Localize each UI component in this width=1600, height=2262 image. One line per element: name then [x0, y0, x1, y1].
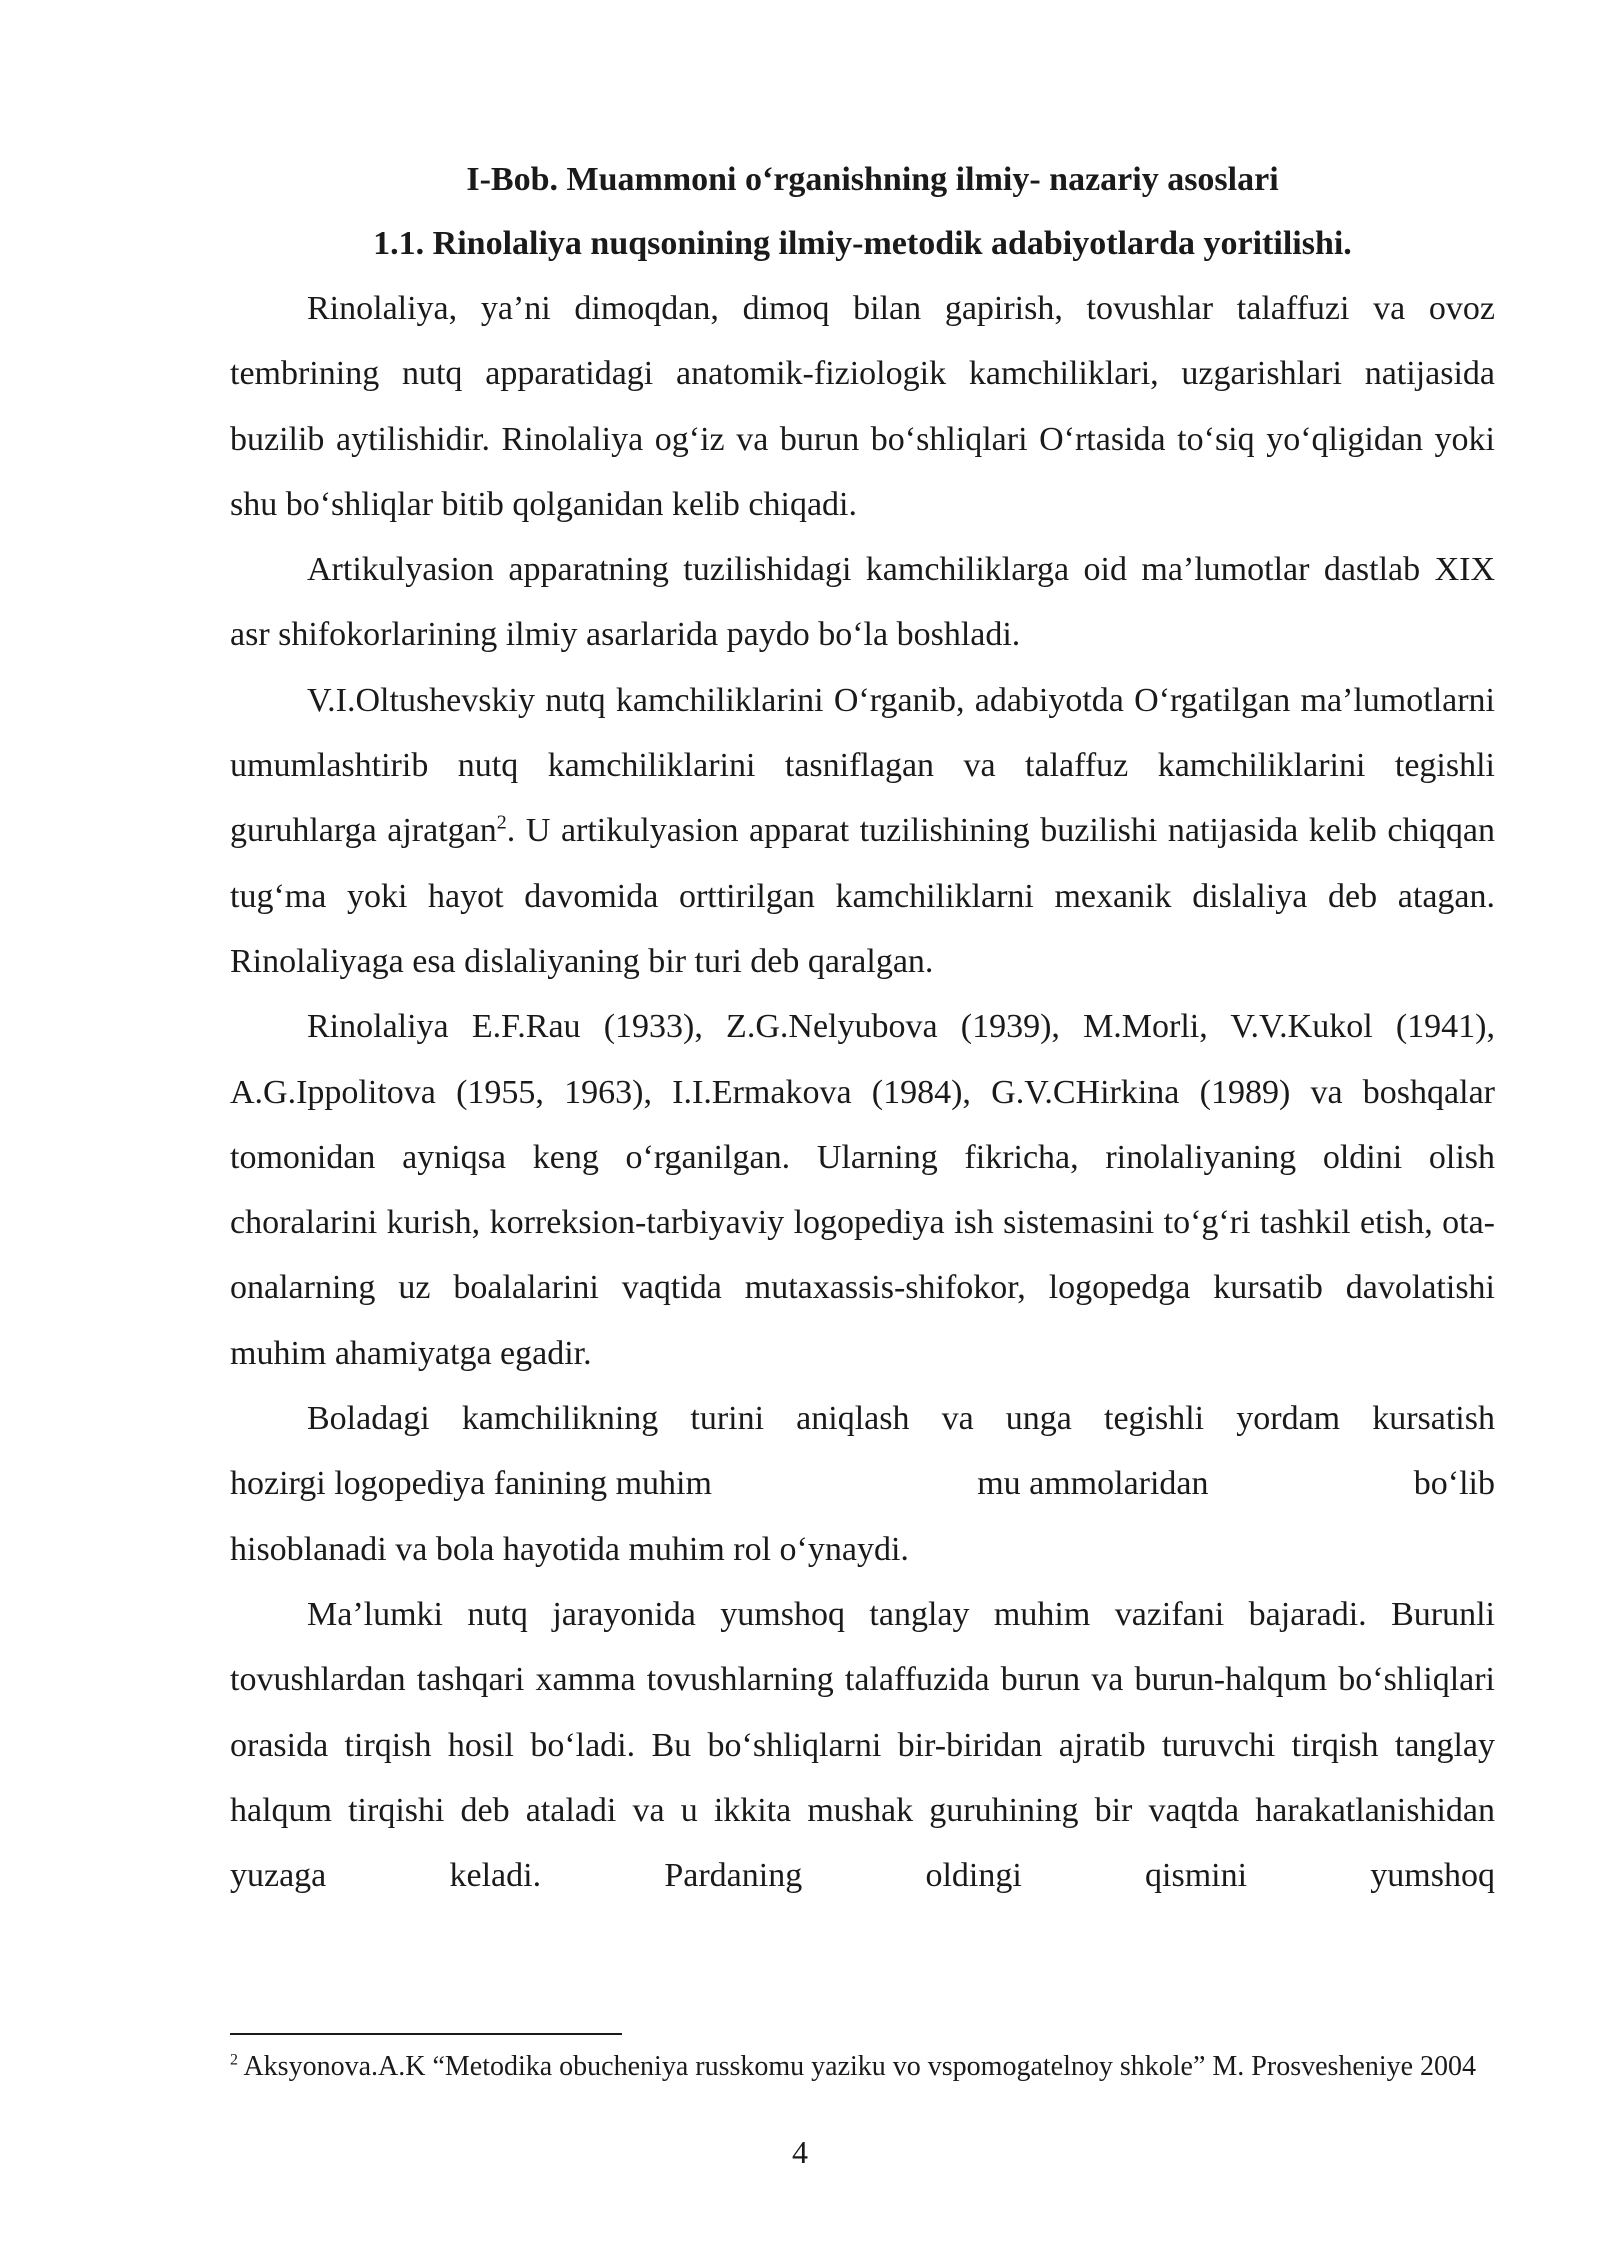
paragraph-5-line-2-part-3: boʻlib	[1413, 1465, 1495, 1503]
paragraph-3-text-after: . U artikulyasion apparat tuzilishining buzilishi natijasida kelib chiqqan tugʻma yoki hayot davomida orttirilgan kamchiliklarni mexanik dislaliya deb atagan. Rinolaliyaga esa dislaliyaning bir turi deb qaralgan.	[230, 812, 1495, 980]
paragraph-5-line-2	[230, 1451, 1495, 1516]
paragraph-5-line-1: Boladagi kamchilikning turini aniqlash va unga tegishli yordam kursatish	[307, 1400, 1495, 1438]
paragraph-2: Artikulyasion apparatning tuzilishidagi kamchiliklarga oid ma’lumotlar dastlab XIX asr shifokorlarining ilmiy asarlarida paydo boʻla boshladi.	[230, 551, 1495, 654]
footnote-text: Aksyonova.A.K “Metodika obucheniya russkomu yaziku vo vspomogatelnoy shkole” M. Prosvesheniye 2004	[238, 2051, 1477, 2082]
paragraph-3-text-before: V.I.Oltushevskiy nutq kamchiliklarini Oʻrganib, adabiyotda Oʻrgatilgan ma’lumotlarni umumlashtirib nutq kamchiliklarini tasniflagan va talaffuz kamchiliklarini tegishli guruhlarga ajratgan	[230, 681, 1495, 850]
footnote	[230, 2050, 1495, 2084]
section-title: 1.1. Rinolaliya nuqsonining ilmiy-metodik adabiyotlarda yoritilishi.	[373, 225, 1352, 262]
paragraph-4: Rinolaliya E.F.Rau (1933), Z.G.Nelyubova (1939), M.Morli, V.V.Kukol (1941), A.G.Ippolitova (1955, 1963), I.I.Ermakova (1984), G.V.CHirkina (1989) va boshqalar tomonidan ayniqsa keng oʻrganilgan. Ularning fikricha, rinolaliyaning oldini olish choralarini kurish, korreksion-tarbiyaviy logopediya ish sistemasini toʻgʻri tashkil etish, ota-onalarning uz boalalarini vaqtida mutaxassis-shifokor, logopedga kursatib davolatishi muhim ahamiyatga egadir.	[230, 1008, 1495, 1372]
paragraph-3	[230, 668, 1495, 994]
paragraph-5-line-2-part-1: hozirgi logopediya fanining muhim	[230, 1465, 712, 1503]
footnote-divider	[230, 2033, 622, 2035]
document-page	[230, 148, 1495, 1908]
paragraph-5-line-3: hisoblanadi va bola hayotida muhim rol oʻynaydi.	[230, 1530, 909, 1568]
footnote-reference[interactable]: 2	[496, 812, 507, 835]
paragraph-6: Ma’lumki nutq jarayonida yumshoq tanglay muhim vazifani bajaradi. Burunli tovushlardan tashqari xamma tovushlarning talaffuzida burun va burun-halqum boʻshliqlari orasida tirqish hosil boʻladi. Bu boʻshliqlarni bir-biridan ajratib turuvchi tirqish tanglay halqum tirqishi deb ataladi va u ikkita mushak guruhining bir vaqtda harakatlanishidan yuzaga keladi. Pardaning oldingi qismini yumshoq	[230, 1595, 1495, 1895]
paragraph-5	[230, 1386, 1495, 1582]
footnote-mark: 2	[230, 2051, 238, 2069]
paragraph-5-line-2-part-2: mu ammolaridan	[977, 1465, 1209, 1503]
chapter-title: I-Bob. Muammoni oʻrganishning ilmiy- nazariy asoslari	[466, 161, 1279, 198]
paragraph-1: Rinolaliya, ya’ni dimoqdan, dimoq bilan gapirish, tovushlar talaffuzi va ovoz tembrining nutq apparatidagi anatomik-fiziologik kamchiliklari, uzgarishlari natijasida buzilib aytilishidir. Rinolaliya ogʻiz va burun boʻshliqlari Oʻrtasida toʻsiq yoʻqligidan yoki shu boʻshliqlar bitib qolganidan kelib chiqadi.	[230, 290, 1495, 523]
page-number: 4	[792, 2134, 808, 2170]
